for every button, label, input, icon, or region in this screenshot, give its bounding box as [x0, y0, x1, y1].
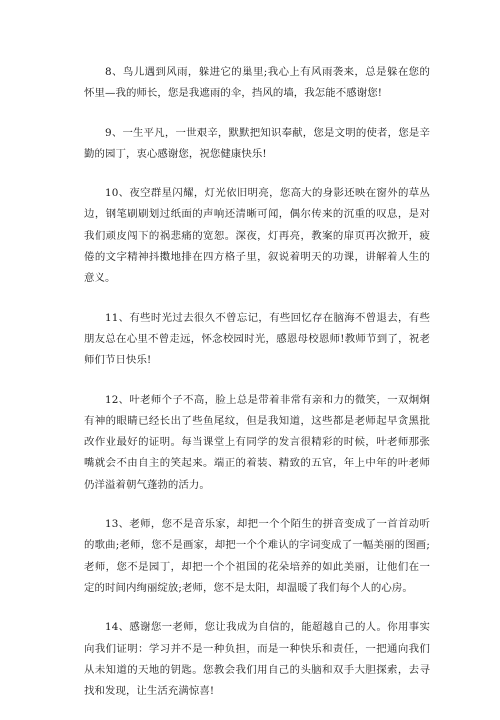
paragraph-8: 8、鸟儿遇到风雨，躲进它的巢里;我心上有风雨袭来，总是躲在您的怀里—我的师长，您是我遮雨的伞，挡风的墙，我怎能不感谢您! [84, 66, 430, 100]
paragraph-12: 12、叶老师个子不高，脸上总是带着非常有亲和力的微笑，一双炯炯有神的眼睛已经长出了些鱼尾纹，但是我知道，这些都是老师起早贪黑批改作业最好的证明。每当课堂上有同学的发言很精彩的时候，叶老师那张嘴就会不由自主的笑起来。端正的着装、精致的五官，年上中年的叶老师仍洋溢着朝气蓬勃的活力。 [84, 393, 430, 491]
paragraph-13: 13、老师，您不是音乐家，却把一个个陌生的拼音变成了一首首动听的歌曲;老师，您不是画家，却把一个个难认的字词变成了一幅美丽的图画;老师，您不是园丁，却把一个个祖国的花朵培养的如此美丽，让他们在一定的时间内绚丽绽放;老师，您不是太阳，却温暖了我们每个人的心房。 [84, 518, 430, 594]
paragraph-9: 9、一生平凡，一世艰辛，默默把知识奉献，您是文明的使者，您是辛勤的园丁，衷心感谢您，祝您健康快乐! [84, 126, 430, 160]
document-body [84, 62, 430, 720]
paragraph-11: 11、有些时光过去很久不曾忘记，有些回忆存在脑海不曾退去，有些朋友总在心里不曾走远，怀念校园时光，感恩母校恩师!教师节到了，祝老师们节日快乐! [84, 311, 430, 367]
paragraph-10: 10、夜空群星闪耀，灯光依旧明亮，您高大的身影还映在窗外的草丛边，钢笔刷刷划过纸面的声响还清晰可闻，偶尔传来的沉重的叹息，是对我们顽皮闯下的祸悲痛的宽恕。深夜，灯再亮，教案的扉页再次掀开，疲倦的文字精神抖擞地排在四方格子里，叙说着明天的功课，讲解着人生的意义。 [84, 187, 430, 285]
paragraph-14: 14、感谢您一老师，您让我成为自信的，能超越自己的人。你用事实向我们证明：学习并不是一种负担，而是一种快乐和责任，一把通向我们从未知道的天地的钥匙。您教会我们用自己的头脑和双手大胆探索，去寻找和发现，让生活充满惊喜! [84, 621, 430, 698]
